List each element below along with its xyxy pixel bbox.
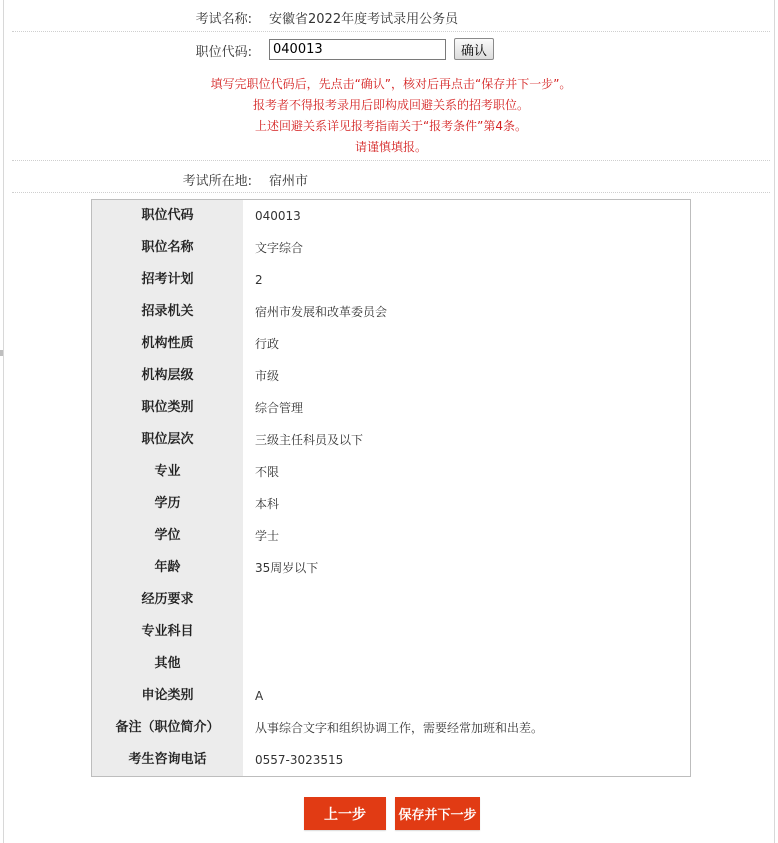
detail-label: 招录机关	[141, 304, 194, 319]
save-and-next-button[interactable]: 保存并下一步	[395, 797, 480, 830]
page-left-border	[3, 0, 4, 843]
detail-label: 学位	[154, 528, 181, 543]
position-detail-table	[91, 199, 691, 777]
detail-row	[92, 584, 690, 616]
detail-row	[92, 424, 690, 456]
notice-line-3: 上述回避关系详见报考指南关于“报考条件”第4条。	[254, 119, 528, 133]
detail-row	[92, 520, 690, 552]
position-code-input[interactable]	[269, 39, 446, 60]
notice-line-1: 填写完职位代码后，先点击“确认”，核对后再点击“保存并下一步”。	[210, 77, 572, 91]
detail-label: 专业	[154, 464, 181, 479]
detail-label: 职位层次	[141, 432, 194, 447]
detail-row	[92, 552, 690, 584]
detail-label: 其他	[154, 656, 181, 671]
notice-line-2: 报考者不得报考录用后即构成回避关系的招考职位。	[252, 98, 529, 112]
exam-name-value: 安徽省2022年度考试录用公务员	[269, 12, 459, 27]
detail-value: 行政	[255, 337, 280, 351]
detail-value: 市级	[255, 369, 280, 383]
detail-row	[92, 200, 690, 232]
detail-value: 不限	[255, 465, 280, 479]
detail-label: 经历要求	[141, 592, 194, 607]
detail-label: 年龄	[154, 560, 181, 575]
detail-row	[92, 264, 690, 296]
detail-value: 040013	[255, 209, 301, 223]
detail-value: 本科	[255, 497, 280, 511]
detail-value: 2	[255, 273, 263, 287]
divider	[12, 160, 770, 161]
detail-row	[92, 680, 690, 712]
detail-row	[92, 648, 690, 680]
exam-name-label: 考试名称:	[195, 12, 252, 27]
detail-value: 0557-3023515	[255, 753, 344, 767]
detail-label: 学历	[154, 496, 181, 511]
detail-label: 考生咨询电话	[128, 752, 207, 767]
detail-row	[92, 488, 690, 520]
detail-value: 学士	[255, 529, 280, 543]
detail-label: 备注（职位简介）	[115, 720, 220, 735]
notice-line-4: 请谨慎填报。	[354, 140, 427, 154]
divider	[12, 192, 770, 193]
divider	[12, 31, 770, 32]
detail-value: 综合管理	[255, 401, 304, 415]
detail-label: 招考计划	[141, 272, 194, 287]
detail-row	[92, 616, 690, 648]
detail-value: 35周岁以下	[255, 561, 319, 575]
position-code-label: 职位代码:	[195, 45, 252, 60]
detail-label: 机构性质	[141, 336, 194, 351]
exam-location-value: 宿州市	[269, 174, 309, 189]
exam-location-label: 考试所在地:	[182, 174, 252, 189]
detail-value: 宿州市发展和改革委员会	[255, 305, 388, 319]
detail-row	[92, 360, 690, 392]
detail-label: 职位代码	[141, 208, 194, 223]
detail-label: 机构层级	[141, 368, 194, 383]
page-right-border	[774, 0, 775, 843]
detail-row	[92, 456, 690, 488]
detail-value: 文字综合	[255, 241, 304, 255]
detail-label: 专业科目	[141, 624, 194, 639]
confirm-button[interactable]: 确认	[454, 38, 494, 60]
detail-label: 申论类别	[141, 688, 194, 703]
detail-row	[92, 328, 690, 360]
previous-step-button[interactable]: 上一步	[304, 797, 386, 830]
detail-row	[92, 712, 690, 744]
detail-row	[92, 296, 690, 328]
detail-value: 三级主任科员及以下	[255, 433, 364, 447]
detail-row	[92, 232, 690, 264]
detail-value: A	[255, 689, 264, 703]
detail-row	[92, 392, 690, 424]
detail-row	[92, 744, 690, 776]
left-edge-marker	[0, 350, 3, 356]
detail-label: 职位名称	[141, 240, 194, 255]
detail-label: 职位类别	[141, 400, 194, 415]
detail-value: 从事综合文字和组织协调工作，需要经常加班和出差。	[255, 721, 544, 735]
